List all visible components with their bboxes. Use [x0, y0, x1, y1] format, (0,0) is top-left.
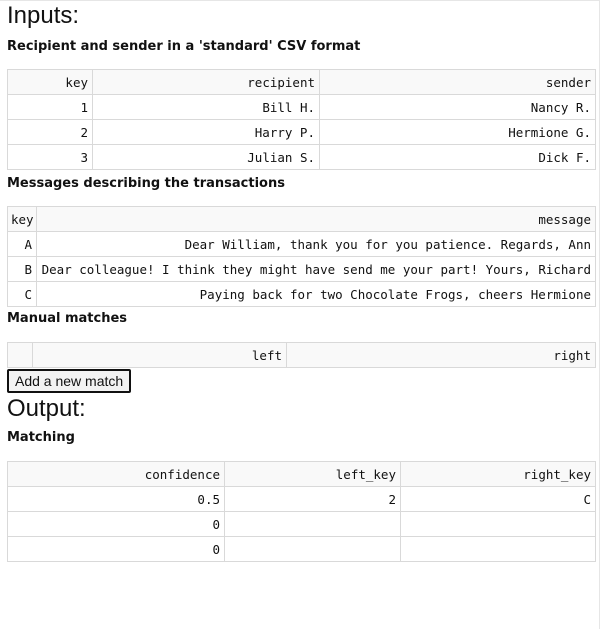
- confidence-cell: 0.5: [8, 487, 225, 512]
- table-row: [8, 95, 596, 120]
- add-new-match-button[interactable]: Add a new match: [7, 369, 131, 393]
- column-header-sender: sender: [320, 70, 596, 95]
- table-row: [8, 537, 596, 562]
- inputs-title: Inputs:: [7, 2, 80, 29]
- sender-cell: Hermione G.: [320, 120, 596, 145]
- recipients-table: [7, 69, 596, 170]
- column-header-index: [8, 343, 33, 368]
- key-cell: A: [8, 232, 37, 257]
- manual-matches-heading: Manual matches: [7, 311, 128, 326]
- column-header-recipient: recipient: [93, 70, 320, 95]
- column-header-key: key: [8, 207, 37, 232]
- column-header-confidence: confidence: [8, 462, 225, 487]
- table-header-row: [8, 70, 596, 95]
- table-row: [8, 487, 596, 512]
- column-header-right-key: right_key: [401, 462, 596, 487]
- table-row: [8, 120, 596, 145]
- confidence-cell: 0: [8, 512, 225, 537]
- message-cell: Dear William, thank you for you patience. Regards, Ann: [37, 232, 596, 257]
- key-cell: C: [8, 282, 37, 307]
- key-cell: 3: [8, 145, 93, 170]
- key-cell: 1: [8, 95, 93, 120]
- column-header-key: key: [8, 70, 93, 95]
- column-header-left: left: [33, 343, 287, 368]
- column-header-left-key: left_key: [225, 462, 401, 487]
- left-key-cell: [225, 512, 401, 537]
- messages-heading: Messages describing the transactions: [7, 176, 285, 191]
- recipients-heading: Recipient and sender in a 'standard' CSV format: [7, 39, 361, 54]
- column-header-right: right: [287, 343, 596, 368]
- table-header-row: [8, 207, 596, 232]
- notebook-output: [0, 1, 600, 629]
- left-key-cell: 2: [225, 487, 401, 512]
- right-key-cell: C: [401, 487, 596, 512]
- recipient-cell: Harry P.: [93, 120, 320, 145]
- confidence-cell: 0: [8, 537, 225, 562]
- matching-heading: Matching: [7, 430, 75, 445]
- matching-table: [7, 461, 596, 562]
- table-row: [8, 257, 596, 282]
- sender-cell: Nancy R.: [320, 95, 596, 120]
- table-header-row: [8, 462, 596, 487]
- messages-table: [7, 206, 596, 307]
- sender-cell: Dick F.: [320, 145, 596, 170]
- recipient-cell: Julian S.: [93, 145, 320, 170]
- key-cell: 2: [8, 120, 93, 145]
- table-header-row: [8, 343, 596, 368]
- table-row: [8, 282, 596, 307]
- right-key-cell: [401, 537, 596, 562]
- manual-matches-table: [7, 342, 596, 368]
- output-title: Output:: [7, 395, 86, 422]
- column-header-message: message: [37, 207, 596, 232]
- left-key-cell: [225, 537, 401, 562]
- right-key-cell: [401, 512, 596, 537]
- message-cell: Dear colleague! I think they might have send me your part! Yours, Richard: [37, 257, 596, 282]
- table-row: [8, 232, 596, 257]
- key-cell: B: [8, 257, 37, 282]
- recipient-cell: Bill H.: [93, 95, 320, 120]
- table-row: [8, 512, 596, 537]
- message-cell: Paying back for two Chocolate Frogs, cheers Hermione: [37, 282, 596, 307]
- table-row: [8, 145, 596, 170]
